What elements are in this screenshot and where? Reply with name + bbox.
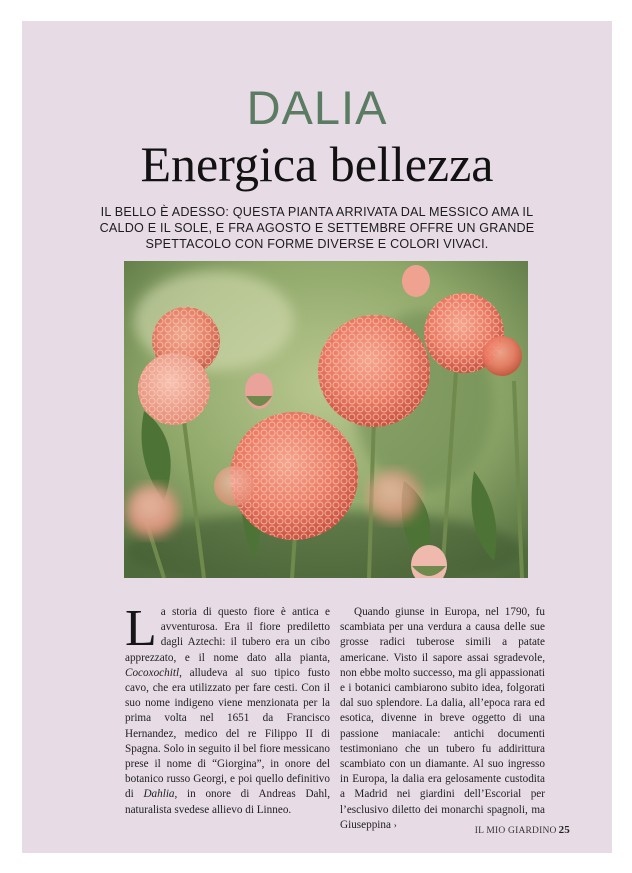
page-footer [475,824,570,836]
article-column-left [125,600,330,818]
continue-arrow-icon: › [393,819,397,830]
dahlia-photo [124,261,528,578]
page-title: Energica bellezza [140,136,494,192]
drop-cap: L [125,600,157,657]
lede-paragraph: IL BELLO È ADESSO: QUESTA PIANTA ARRIVATA DAL MESSICO AMA IL CALDO E IL SOLE, E FRA AGOSTO E SETTEMBRE OFFRE UN GRANDE SPETTACOLO CON FORME DIVERSE E COLORI VIVACI. [99,205,535,251]
article-column-right [340,605,545,833]
page-number: 25 [558,824,570,836]
article-paragraph: Quando giunse in Europa, nel 1790, fu scambiata per una verdura a causa delle sue grosse radici tuberose simili a patate americane. Visto il sapore assai sgradevole, non ebbe molto successo, ma gli appassionati e i botanici cambiarono subito idea, folgorati dal suo splendore. La dalia, all’epoca rara ed esotica, divenne in breve oggetto di una passione maniacale: antichi documenti testimoniano che un tubero fu addirittura scambiato con un diamante. Al suo ingresso in Europa, la dalia era gelosamente custodita a Madrid nei giardini dell’Escorial per l’esclusivo diletto dei monarchi spagnoli, ma Giuseppina › [340,606,545,831]
article-paragraph: La storia di questo fiore è antica e avventurosa. Era il fiore prediletto dagli Aztechi: il tubero era un cibo apprezzato, e il nome dato alla pianta, Cocoxochitl, alludeva al suo tipico fusto cavo, che era utilizzato per fare cesti. Con il suo nome indigeno viene menzionata per la prima volta nel 1651 da Francisco Hernandez, medico del re Filippo II di Spagna. Solo in seguito il bel fiore messicano prese il nome di “Giorgina”, in onore del botanico russo Georgi, e poi quello definitivo di Dahlia, in onore di Andreas Dahl, naturalista svedese allievo di Linneo. [125,600,330,816]
kicker-heading: DALIA [246,81,388,134]
magazine-name: IL MIO GIARDINO [474,826,557,836]
magazine-page [22,21,612,853]
